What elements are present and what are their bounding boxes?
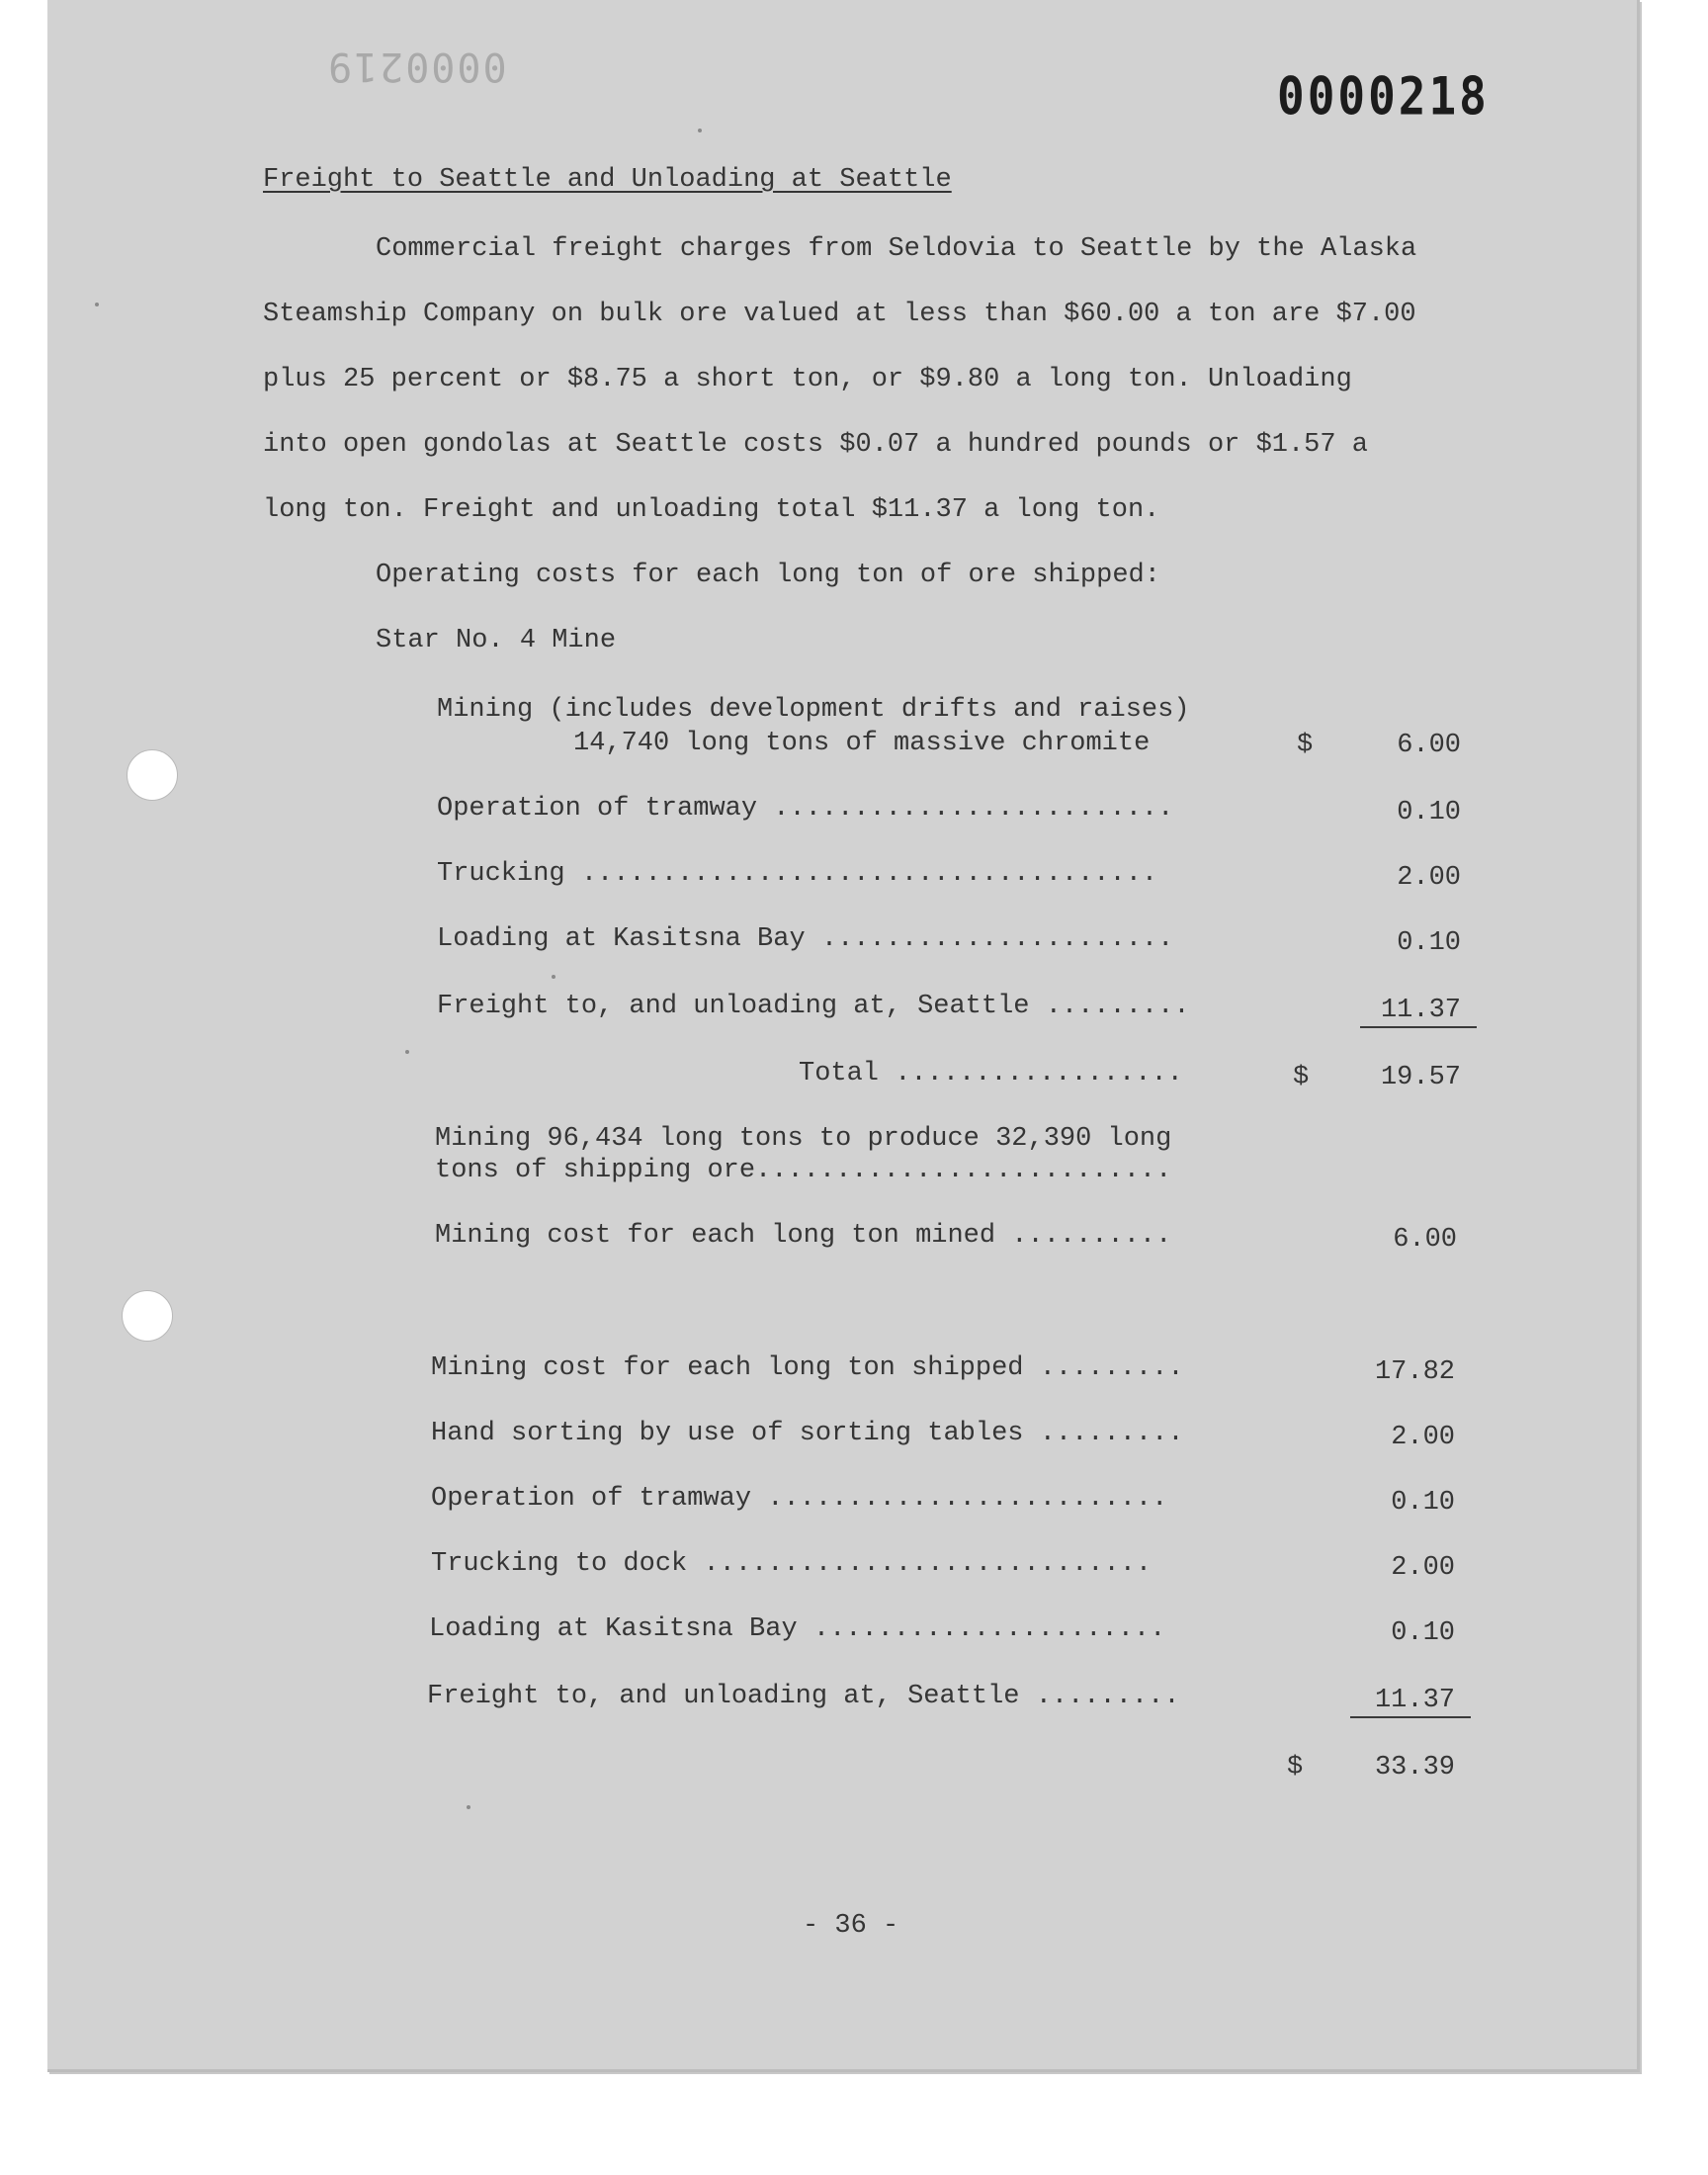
paragraph-line: plus 25 percent or $8.75 a short ton, or $9.80 a long ton. Unloading [263, 365, 1352, 394]
cost-row-label: Mining cost for each long ton mined .......... [435, 1221, 1172, 1251]
mining-description: 14,740 long tons of massive chromite [573, 729, 1151, 758]
currency-symbol: $ [1293, 1063, 1310, 1092]
document-stamp-number: 0000218 [1277, 64, 1490, 128]
cost-row-label: Mining cost for each long ton shipped ......... [431, 1353, 1184, 1383]
cost-row-label: Freight to, and unloading at, Seattle ......... [427, 1682, 1180, 1711]
cost-row-label: Operation of tramway ......................... [431, 1484, 1168, 1514]
cost-row-value: 0.10 [1397, 798, 1461, 827]
paragraph-line: into open gondolas at Seattle costs $0.07 a hundred pounds or $1.57 a [263, 430, 1368, 460]
mining-description: tons of shipping ore.......................... [435, 1156, 1172, 1185]
paper-speck [698, 129, 702, 132]
punch-hole [122, 1290, 173, 1342]
subtotal-rule [1360, 1026, 1477, 1028]
cost-row-value: 6.00 [1393, 1225, 1457, 1255]
cost-row-label: Operation of tramway ......................... [437, 794, 1174, 824]
cost-row-value: 17.82 [1374, 1357, 1455, 1387]
faint-stamp-number: 0000219 [326, 44, 507, 89]
paper-speck [95, 303, 99, 306]
cost-row-value: 11.37 [1380, 996, 1461, 1025]
cost-row-value: 2.00 [1397, 863, 1461, 893]
cost-row-label: Freight to, and unloading at, Seattle ......... [437, 992, 1190, 1021]
page-number: - 36 - [803, 1911, 899, 1941]
cost-row-value: 0.10 [1397, 928, 1461, 958]
paragraph-line: Steamship Company on bulk ore valued at less than $60.00 a ton are $7.00 [263, 300, 1416, 329]
paper-speck [552, 975, 555, 979]
cost-row-value: 2.00 [1391, 1423, 1455, 1452]
punch-hole [127, 749, 178, 801]
costs-intro: Operating costs for each long ton of ore shipped: [376, 561, 1160, 590]
cost-row-value: 11.37 [1374, 1686, 1455, 1715]
subtotal-rule [1350, 1716, 1471, 1718]
paragraph-line: long ton. Freight and unloading total $11.37 a long ton. [263, 495, 1160, 525]
cost-row-value: 2.00 [1391, 1553, 1455, 1583]
mining-description: Mining 96,434 long tons to produce 32,390 long [435, 1124, 1172, 1154]
cost-row-label: Hand sorting by use of sorting tables ......... [431, 1419, 1184, 1448]
paper-speck [405, 1050, 409, 1054]
mining-cost-value: 6.00 [1397, 731, 1461, 760]
total-value: 19.57 [1380, 1063, 1461, 1092]
cost-row-label: Trucking to dock ............................ [431, 1549, 1153, 1579]
paragraph-line: Commercial freight charges from Seldovia to Seattle by the Alaska [376, 234, 1417, 264]
cost-row-label: Loading at Kasitsna Bay ...................... [437, 924, 1174, 954]
cost-row-label: Loading at Kasitsna Bay ...................... [429, 1614, 1166, 1644]
total-value: 33.39 [1374, 1753, 1455, 1783]
cost-row-value: 0.10 [1391, 1618, 1455, 1648]
paper-speck [467, 1805, 470, 1809]
cost-row-value: 0.10 [1391, 1488, 1455, 1518]
cost-row-label: Trucking .................................... [437, 859, 1158, 889]
currency-symbol: $ [1287, 1753, 1304, 1783]
currency-symbol: $ [1297, 731, 1314, 760]
total-label: Total .................. [799, 1059, 1183, 1088]
mine-name: Star No. 4 Mine [376, 626, 617, 655]
section-heading: Freight to Seattle and Unloading at Seattle [263, 165, 952, 195]
mining-description: Mining (includes development drifts and raises) [437, 695, 1190, 725]
